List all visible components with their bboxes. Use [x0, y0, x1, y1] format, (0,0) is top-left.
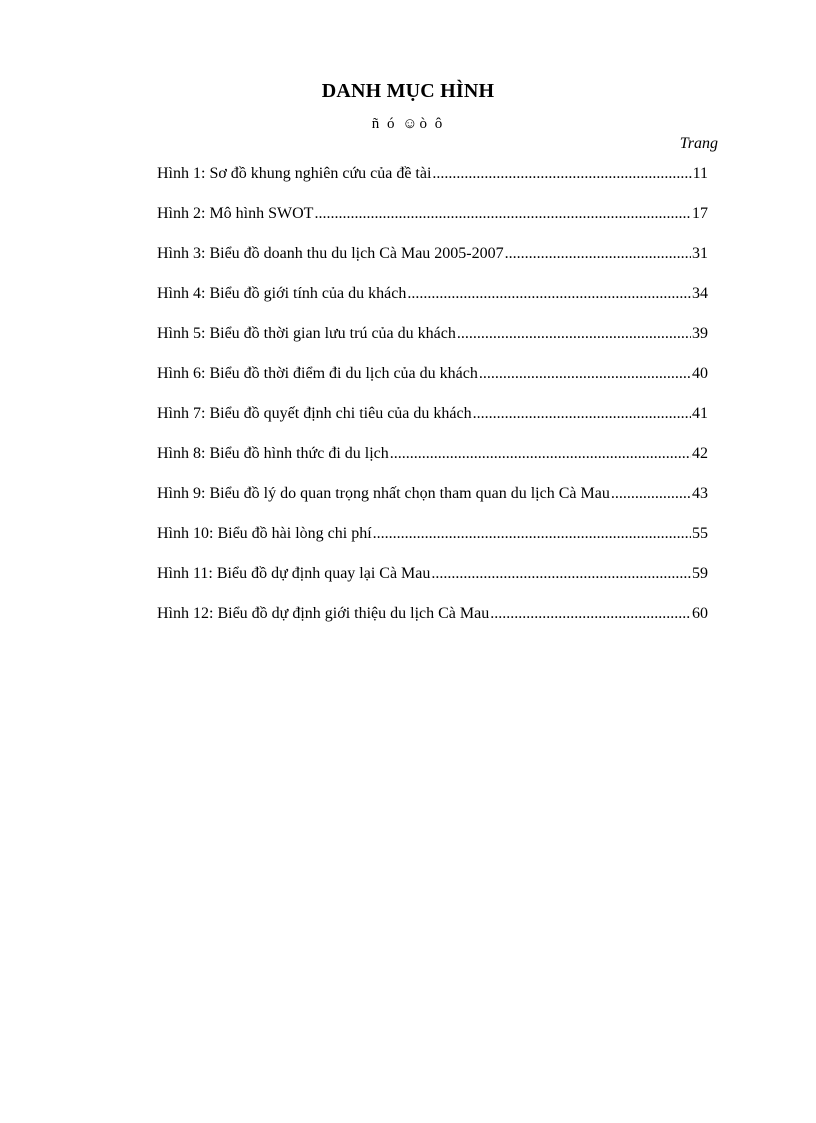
figure-label: Hình 3: Biểu đồ doanh thu du lịch Cà Mau 2005-2007	[157, 245, 504, 262]
page-column-label: Trang	[679, 135, 718, 152]
figure-entry-2[interactable]	[157, 203, 708, 243]
figure-label: Hình 10: Biểu đồ hài lòng chi phí	[157, 525, 372, 542]
ornament-symbols: ñ ó ☺ò ô	[371, 116, 445, 132]
figure-page-number: 59	[692, 565, 708, 582]
figure-page-number: 11	[692, 165, 708, 182]
figure-page-number: 34	[692, 285, 708, 302]
figure-page-number: 42	[692, 445, 708, 462]
figure-entry-10[interactable]	[157, 523, 708, 563]
figure-entry-4[interactable]	[157, 283, 708, 323]
figure-label: Hình 2: Mô hình SWOT	[157, 205, 314, 222]
figure-entry-3[interactable]	[157, 243, 708, 283]
dot-leader	[505, 243, 691, 265]
figure-entry-5[interactable]	[157, 323, 708, 363]
figure-label: Hình 9: Biểu đồ lý do quan trọng nhất chọn tham quan du lịch Cà Mau	[157, 485, 610, 502]
dot-leader	[457, 323, 691, 345]
figure-entry-1[interactable]	[157, 163, 708, 203]
figure-list	[157, 163, 708, 643]
figure-page-number: 39	[692, 325, 708, 342]
dot-leader	[473, 403, 691, 425]
figure-page-number: 60	[692, 605, 708, 622]
figure-label: Hình 5: Biểu đồ thời gian lưu trú của du khách	[157, 325, 456, 342]
figure-page-number: 41	[692, 405, 708, 422]
figure-entry-6[interactable]	[157, 363, 708, 403]
dot-leader	[390, 443, 691, 465]
figure-page-number: 43	[692, 485, 708, 502]
page-title: DANH MỤC HÌNH	[321, 80, 495, 102]
figure-entry-7[interactable]	[157, 403, 708, 443]
dot-leader	[490, 603, 691, 625]
dot-leader	[432, 163, 691, 185]
figure-page-number: 31	[692, 245, 708, 262]
figure-label: Hình 11: Biểu đồ dự định quay lại Cà Mau	[157, 565, 431, 582]
figure-label: Hình 4: Biểu đồ giới tính của du khách	[157, 285, 407, 302]
figure-entry-12[interactable]	[157, 603, 708, 643]
figure-label: Hình 6: Biểu đồ thời điểm đi du lịch của du khách	[157, 365, 478, 382]
figure-entry-9[interactable]	[157, 483, 708, 523]
dot-leader	[479, 363, 691, 385]
figure-page-number: 55	[692, 525, 708, 542]
figure-label: Hình 8: Biểu đồ hình thức đi du lịch	[157, 445, 389, 462]
dot-leader	[314, 203, 691, 225]
dot-leader	[407, 283, 691, 305]
figure-label: Hình 12: Biểu đồ dự định giới thiệu du lịch Cà Mau	[157, 605, 490, 622]
dot-leader	[373, 523, 691, 545]
figure-page-number: 40	[692, 365, 708, 382]
dot-leader	[611, 483, 691, 505]
figure-label: Hình 7: Biểu đồ quyết định chi tiêu của du khách	[157, 405, 472, 422]
figure-label: Hình 1: Sơ đồ khung nghiên cứu của đề tài	[157, 165, 432, 182]
dot-leader	[431, 563, 691, 585]
figure-page-number: 17	[692, 205, 708, 222]
figure-entry-11[interactable]	[157, 563, 708, 603]
figure-entry-8[interactable]	[157, 443, 708, 483]
